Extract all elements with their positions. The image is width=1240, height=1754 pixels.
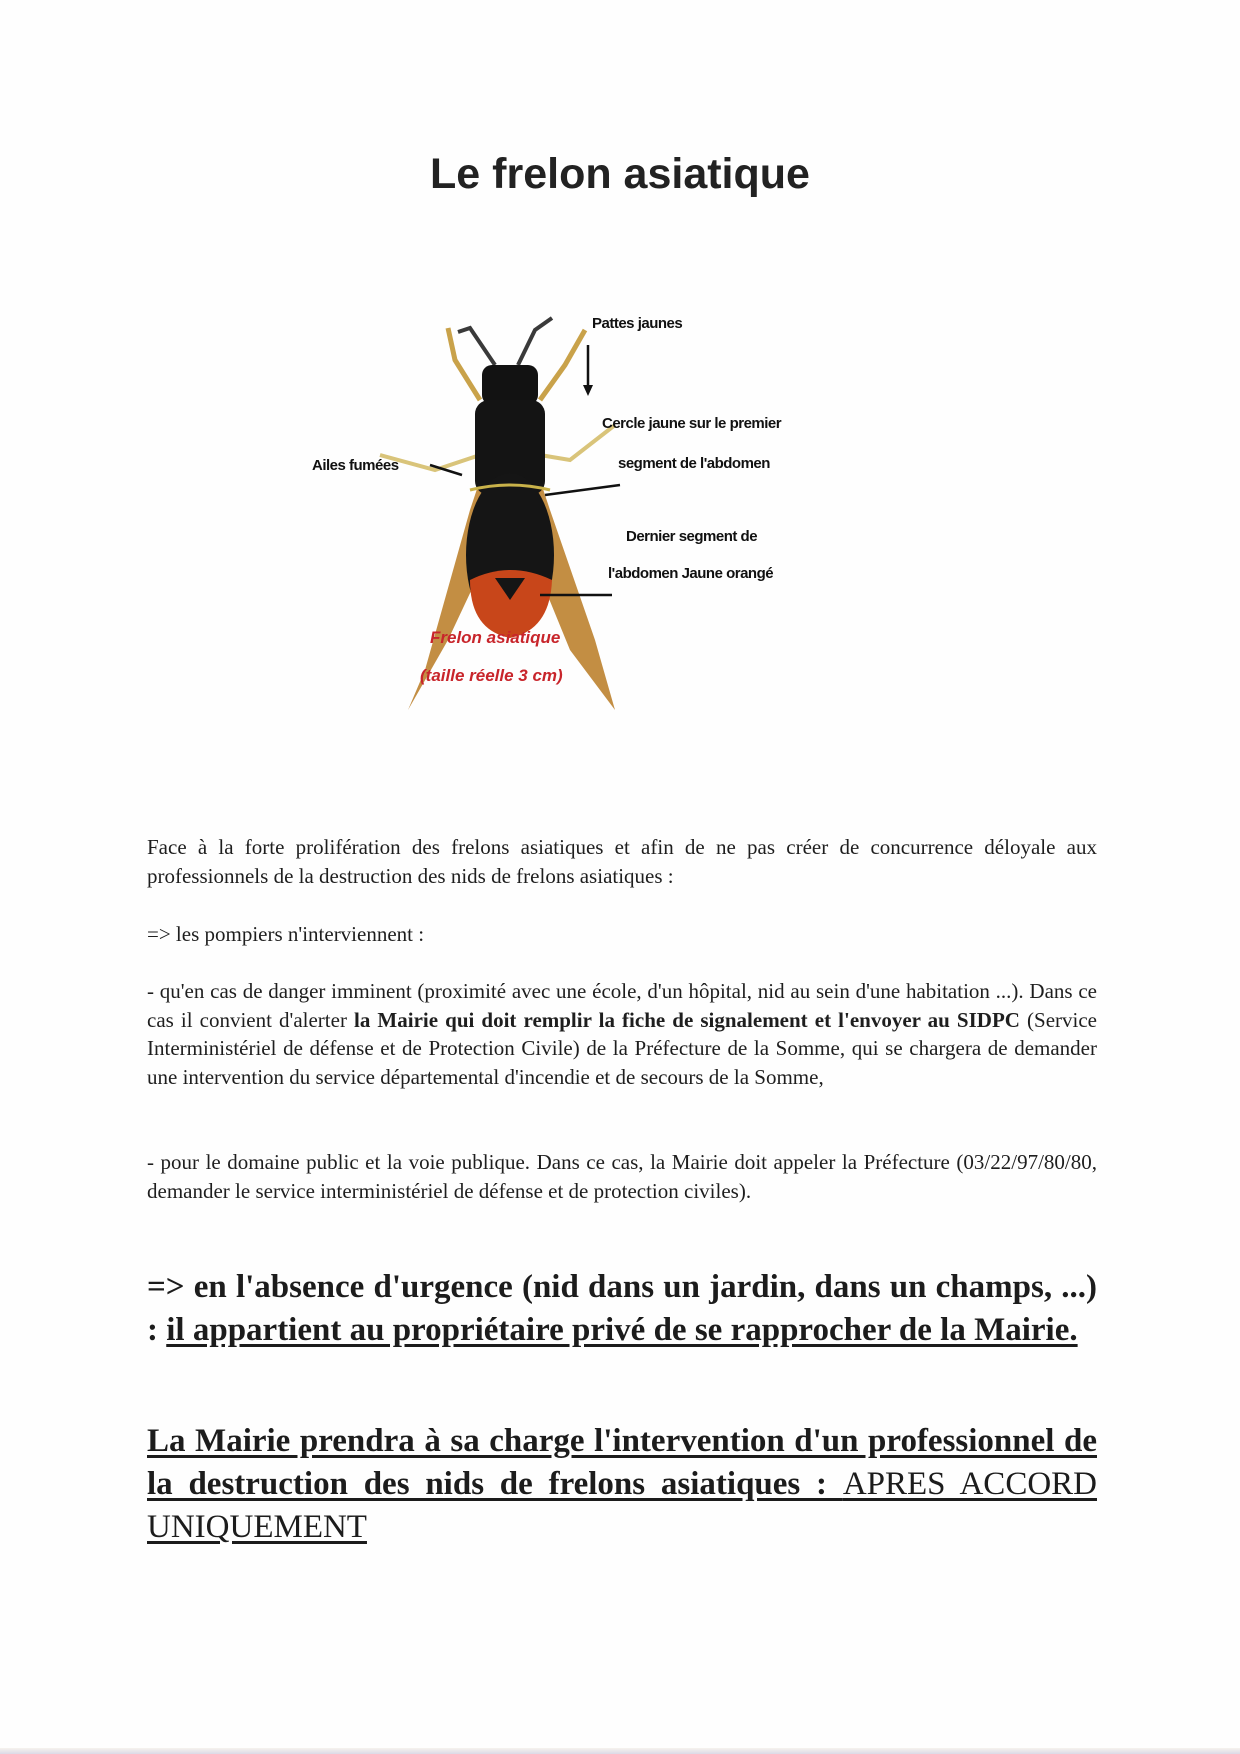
- label-legs: Pattes jaunes: [592, 315, 683, 332]
- caption-name: Frelon asiatique: [430, 628, 561, 647]
- page-title: Le frelon asiatique: [430, 150, 810, 198]
- antenna-right: [518, 318, 552, 365]
- mairie-text: La Mairie prendra à sa charge l'intervention d'un professionnel de la destruction des nids de frelons asiatiques :: [147, 1423, 1097, 1502]
- danger-text-b: (Service Interministériel de défense et de Protection Civile) de la Préfecture de la Somme, qui se chargera de demander une intervention du service départemental d'incendie et de secours de la Somme,: [147, 1007, 1097, 1089]
- hornet-illustration: [330, 310, 890, 780]
- absence-text: => en l'absence d'urgence (nid dans un jardin, dans un champs, ...) :: [147, 1269, 1097, 1348]
- intro-paragraph: [147, 833, 1097, 890]
- antenna-left: [458, 328, 495, 365]
- absence-underlined-text: il appartient au propriétaire privé de se rapprocher de la Mairie.: [166, 1312, 1078, 1348]
- label-ring-line2: segment de l'abdomen: [618, 455, 770, 472]
- mairie-paragraph: [147, 1420, 1097, 1549]
- public-text: - pour le domaine public et la voie publique. Dans ce cas, la Mairie doit appeler la Préfecture (03/22/97/80/80, demander le service interministériel de défense et de protection civiles).: [147, 1150, 1097, 1203]
- head: [482, 365, 538, 405]
- label-wings: Ailes fumées: [312, 457, 399, 474]
- label-last-line2: l'abdomen Jaune orangé: [608, 565, 774, 582]
- danger-paragraph: [147, 977, 1097, 1091]
- absence-paragraph: [147, 1266, 1097, 1352]
- label-ring-line1: Cercle jaune sur le premier: [602, 415, 782, 432]
- mairie-caps-text: APRES ACCORD UNIQUEMENT: [147, 1466, 1097, 1545]
- hornet-figure: [312, 310, 890, 780]
- intro-text: Face à la forte prolifération des frelons asiatiques et afin de ne pas créer de concurrence déloyale aux professionnels de la destruction des nids de frelons asiatiques :: [147, 835, 1097, 888]
- public-paragraph: [147, 1148, 1097, 1205]
- pompiers-paragraph: [147, 920, 1097, 949]
- pompiers-text: => les pompiers n'interviennent :: [147, 922, 425, 946]
- pointer-ring: [545, 485, 620, 495]
- label-last-line1: Dernier segment de: [626, 528, 758, 545]
- danger-text-bold: la Mairie qui doit remplir la fiche de signalement et l'envoyer au SIDPC: [354, 1007, 1020, 1032]
- leg-right-front: [540, 330, 585, 400]
- caption-size: (taille réelle 3 cm): [420, 666, 563, 685]
- scan-edge: [0, 1748, 1240, 1754]
- danger-text-a: - qu'en cas de danger imminent (proximité avec une école, d'un hôpital, nid au sein d'une habitation ...). Dans ce cas il convient d'alerter: [147, 979, 1097, 1032]
